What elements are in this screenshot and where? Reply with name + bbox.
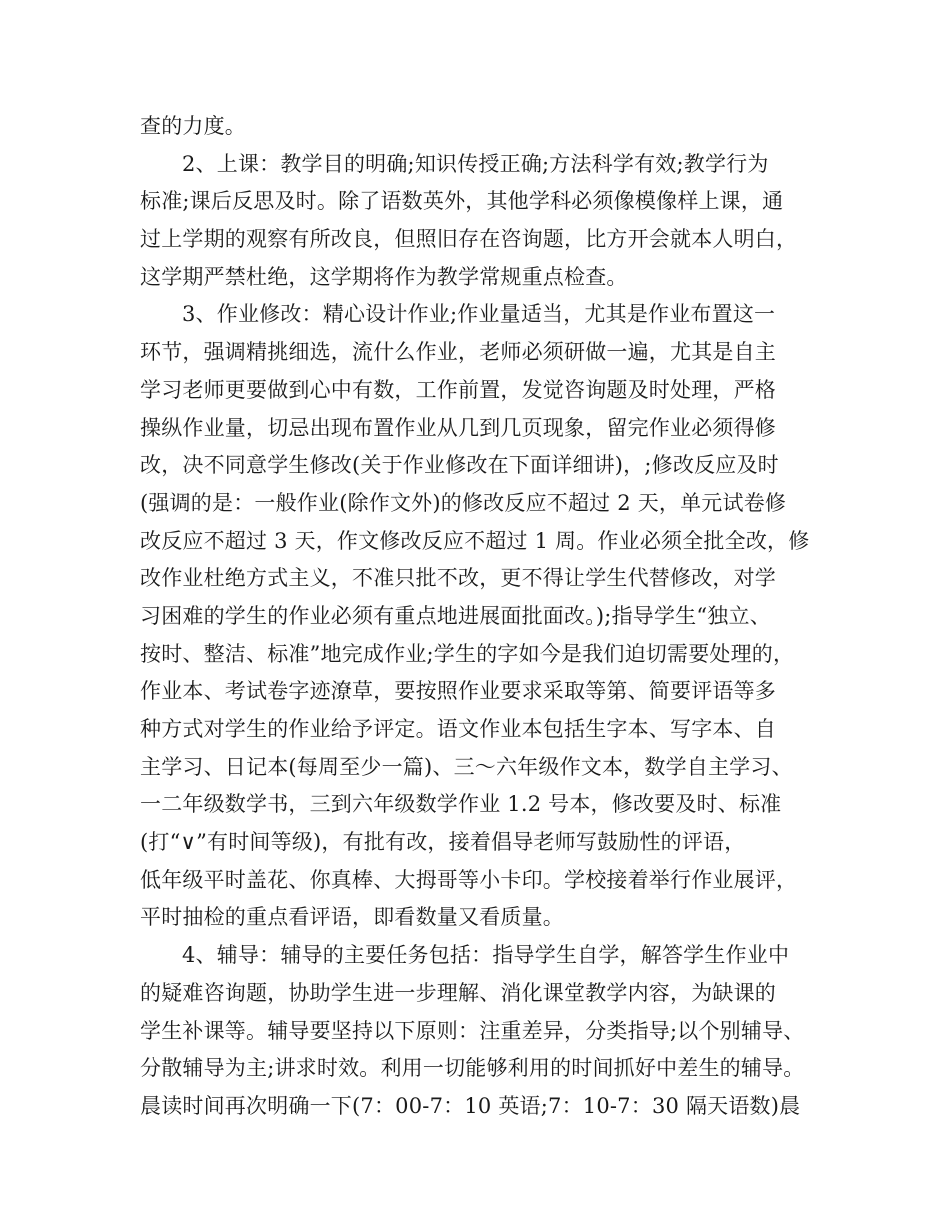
text-line: 改反应不超过 3 天，作文修改反应不超过 1 周。作业必须全批全改，修: [140, 528, 810, 553]
text-line: 平时抽检的重点看评语，即看数量又看质量。: [140, 905, 564, 930]
text-line: 学生补课等。辅导要坚持以下原则：注重差异，分类指导;以个别辅导、: [140, 1018, 805, 1043]
text-line: 改，决不同意学生修改(关于作业修改在下面详细讲)，;修改反应及时: [140, 453, 779, 478]
text-line: 作业本、考试卷字迹潦草，要按照作业要求采取等第、简要评语等多: [140, 679, 776, 704]
document-body: [140, 108, 820, 1126]
text-line: 过上学期的观察有所改良，但照旧存在咨询题，比方开会就本人明白，: [140, 227, 798, 252]
paragraph-first-line: 3、作业修改：精心设计作业;作业量适当，尤其是作业布置这一: [182, 302, 776, 327]
text-line: 这学期严禁杜绝，这学期将作为教学常规重点检查。: [140, 264, 628, 289]
text-line: 低年级平时盖花、你真棒、大拇哥等小卡印。学校接着举行作业展评，: [140, 867, 798, 892]
paragraph-first-line: 4、辅导：辅导的主要任务包括：指导学生自学，解答学生作业中: [182, 943, 790, 968]
text-line: 按时、整洁、标准”地完成作业;学生的字如今是我们迫切需要处理的，: [140, 641, 795, 666]
text-line: 环节，强调精挑细选，流什么作业，老师必须研做一遍，尤其是自主: [140, 340, 776, 365]
paragraph-first-line: 2、上课：教学目的明确;知识传授正确;方法科学有效;教学行为: [182, 151, 769, 176]
text-line: 学习老师更要做到心中有数，工作前置，发觉咨询题及时处理，严格: [140, 377, 776, 402]
text-line: 改作业杜绝方式主义，不准只批不改，更不得让学生代替修改，对学: [140, 566, 776, 591]
text-line: 晨读时间再次明确一下(7：00-7：10 英语;7：10-7：30 隔天语数)晨: [140, 1093, 801, 1118]
text-line: 查的力度。: [140, 114, 246, 138]
text-line: (打“∨”有时间等级)，有批有改，接着倡导老师写鼓励性的评语，: [140, 830, 746, 855]
text-line: 主学习、日记本(每周至少一篇)、三～六年级作文本，数学自主学习、: [140, 754, 793, 779]
text-line: 一二年级数学书，三到六年级数学作业 1.2 号本，修改要及时、标准: [140, 792, 782, 817]
text-line: 种方式对学生的作业给予评定。语文作业本包括生字本、写字本、自: [140, 717, 776, 741]
text-line: 标准;课后反思及时。除了语数英外，其他学科必须像模像样上课，通: [140, 189, 784, 214]
text-line: 习困难的学生的作业必须有重点地进展面批面改。);指导学生“独立、: [140, 603, 771, 628]
text-line: 的疑难咨询题，协助学生进一步理解、消化课堂教学内容，为缺课的: [140, 980, 776, 1005]
text-line: 分散辅导为主;讲求时效。利用一切能够利用的时间抓好中差生的辅导。: [140, 1056, 805, 1081]
text-line: 操纵作业量，切忌出现布置作业从几到几页现象，留完作业必须得修: [140, 415, 776, 440]
text-line: (强调的是：一般作业(除作文外)的修改反应不超过 2 天，单元试卷修: [140, 490, 787, 515]
